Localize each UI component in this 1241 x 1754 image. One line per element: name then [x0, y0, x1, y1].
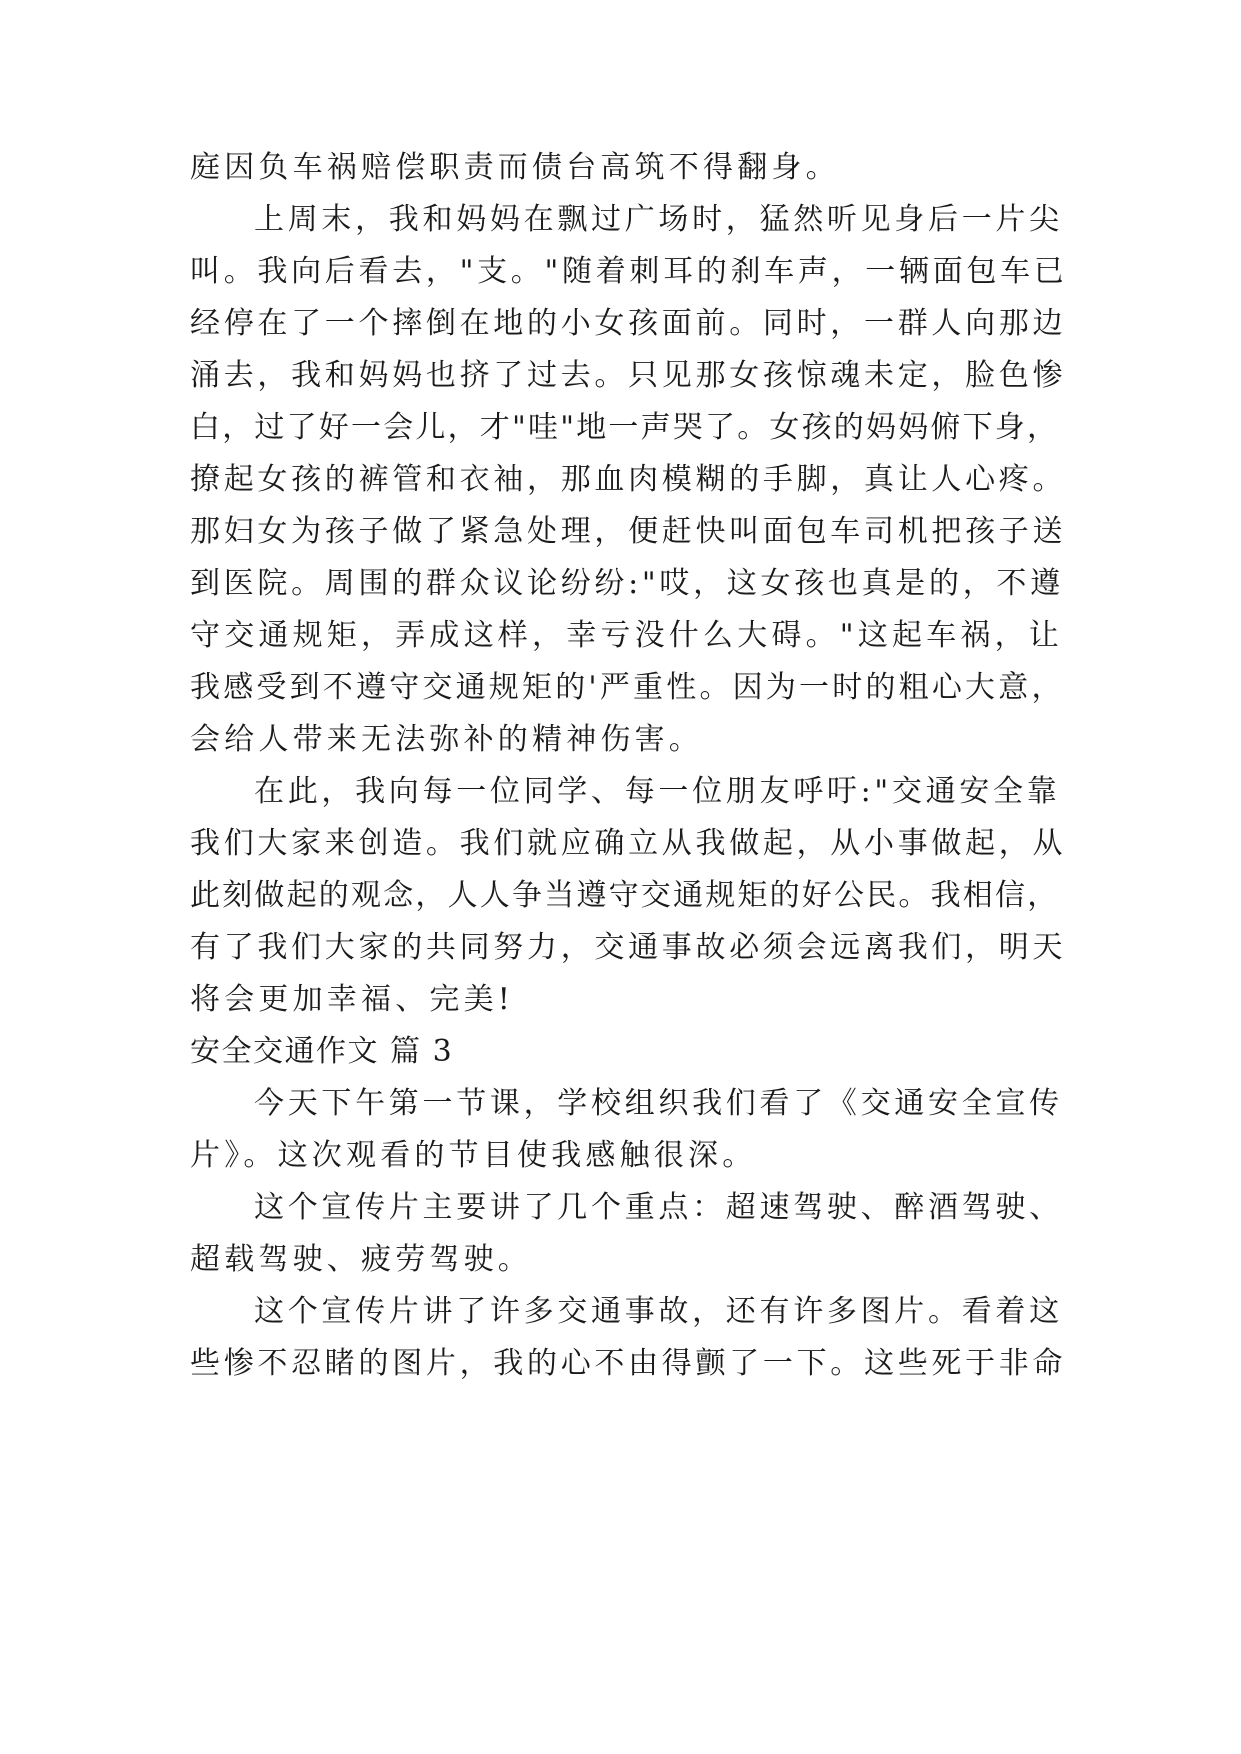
text-line: 叫。我向后看去，"支。"随着刺耳的刹车声，一辆面包车已	[190, 254, 1068, 289]
section-heading: 安全交通作文 篇 3	[190, 1034, 454, 1069]
text-line: 超载驾驶、疲劳驾驶。	[190, 1242, 532, 1277]
paragraph-start-line: 在此，我向每一位同学、每一位朋友呼吁:"交通安全靠	[254, 774, 1061, 809]
text-line: 会给人带来无法弥补的精神伤害。	[190, 722, 703, 757]
text-line: 白，过了好一会儿，才"哇"地一声哭了。女孩的妈妈俯下身，	[190, 410, 1060, 445]
text-line: 庭因负车祸赔偿职责而债台高筑不得翻身。	[190, 150, 840, 185]
paragraph-start-line: 上周末，我和妈妈在飘过广场时，猛然听见身后一片尖	[254, 202, 1063, 237]
text-line: 守交通规矩，弄成这样，幸亏没什么大碍。"这起车祸，让	[190, 618, 1063, 653]
paragraph-start-line: 今天下午第一节课，学校组织我们看了《交通安全宣传	[254, 1086, 1063, 1121]
text-line: 我感受到不遵守交通规矩的'严重性。因为一时的粗心大意，	[190, 670, 1065, 705]
text-line: 片》。这次观看的节目使我感触很深。	[190, 1138, 757, 1173]
text-line: 涌去，我和妈妈也挤了过去。只见那女孩惊魂未定，脸色惨	[190, 358, 1067, 393]
text-line: 此刻做起的观念，人人争当遵守交通规矩的好公民。我相信，	[190, 878, 1060, 913]
text-line: 有了我们大家的共同努力，交通事故必须会远离我们，明天	[190, 930, 1067, 965]
text-line: 经停在了一个摔倒在地的小女孩面前。同时，一群人向那边	[190, 306, 1067, 341]
text-line: 那妇女为孩子做了紧急处理，便赶快叫面包车司机把孩子送	[190, 514, 1067, 549]
paragraph-start-line: 这个宣传片讲了许多交通事故，还有许多图片。看着这	[254, 1294, 1063, 1329]
text-line: 到医院。周围的群众议论纷纷:"哎，这女孩也真是的，不遵	[190, 566, 1064, 601]
text-line: 将会更加幸福、完美!	[190, 982, 515, 1017]
paragraph-start-line: 这个宣传片主要讲了几个重点：超速驾驶、醉酒驾驶、	[254, 1190, 1063, 1225]
text-line: 撩起女孩的裤管和衣袖，那血肉模糊的手脚，真让人心疼。	[190, 462, 1067, 497]
text-line: 些惨不忍睹的图片，我的心不由得颤了一下。这些死于非命	[190, 1346, 1067, 1381]
text-line: 我们大家来创造。我们就应确立从我做起，从小事做起，从	[190, 826, 1067, 861]
